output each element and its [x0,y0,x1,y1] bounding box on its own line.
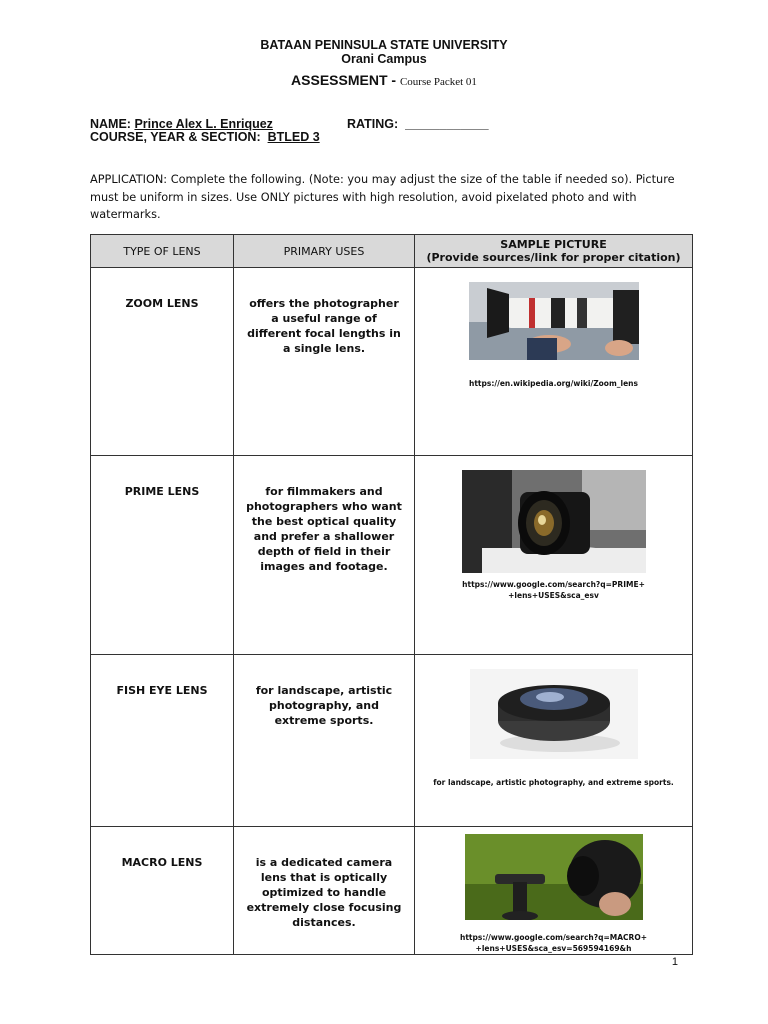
macro-lens-photo [465,834,643,920]
header-type: TYPE OF LENS [91,235,234,268]
header-picture-note: (Provide sources/link for proper citation) [426,251,681,264]
course-line [90,130,320,144]
campus-name: Orani Campus [341,52,427,66]
name-label: NAME: [90,117,131,131]
name-line [90,117,273,131]
source-link: for landscape, artistic photography, and extreme sports. [433,778,674,787]
table-row [91,827,693,955]
course-value: BTLED 3 [267,130,320,144]
rating-line [347,117,489,131]
lens-type: MACRO LENS [121,856,203,869]
table-header-row [91,235,693,268]
table-row [91,655,693,827]
prime-lens-photo [462,470,646,573]
lens-uses: for filmmakers and photographers who want the best optical quality and prefer a shallower depth of field in their images and footage. [234,456,415,655]
source-link: https://www.google.com/search?q=PRIME+ +lens+USES&sca_esv [462,580,645,600]
fisheye-lens-photo [470,669,638,759]
lens-table [90,234,693,955]
header-uses: PRIMARY USES [234,235,415,268]
course-label: COURSE, YEAR & SECTION: [90,130,261,144]
rating-value: ____________ [405,117,489,131]
name-value: Prince Alex L. Enriquez [134,117,273,131]
source-link: https://www.google.com/search?q=MACRO+ +lens+USES&sca_esv=569594169&h [460,933,647,953]
lens-type: ZOOM LENS [125,297,199,310]
instructions: APPLICATION: Complete the following. (Note: you may adjust the size of the table if needed so). Picture must be uniform in sizes. Use ONLY pictures with high resolution, avoid pixelated photo and with watermarks. [90,173,675,221]
rating-label: RATING: [347,117,399,131]
lens-uses: is a dedicated camera lens that is optically optimized to handle extremely close focusing distances. [234,827,415,955]
zoom-lens-photo [469,282,639,360]
lens-uses: offers the photographer a useful range of different focal lengths in a single lens. [234,268,415,456]
header-picture [415,235,693,268]
page-number: 1 [671,956,678,968]
table-row [91,268,693,456]
assessment-label: ASSESSMENT - [291,72,397,88]
assessment-subtitle: Course Packet 01 [399,76,477,88]
lens-uses: for landscape, artistic photography, and extreme sports. [234,655,415,827]
header-picture-title: SAMPLE PICTURE [500,238,607,251]
source-link: https://en.wikipedia.org/wiki/Zoom_lens [469,379,638,388]
assessment-title [0,72,768,88]
lens-type: PRIME LENS [124,485,200,498]
table-row [91,456,693,655]
lens-type: FISH EYE LENS [116,684,208,697]
university-name: BATAAN PENINSULA STATE UNIVERSITY [260,38,508,52]
